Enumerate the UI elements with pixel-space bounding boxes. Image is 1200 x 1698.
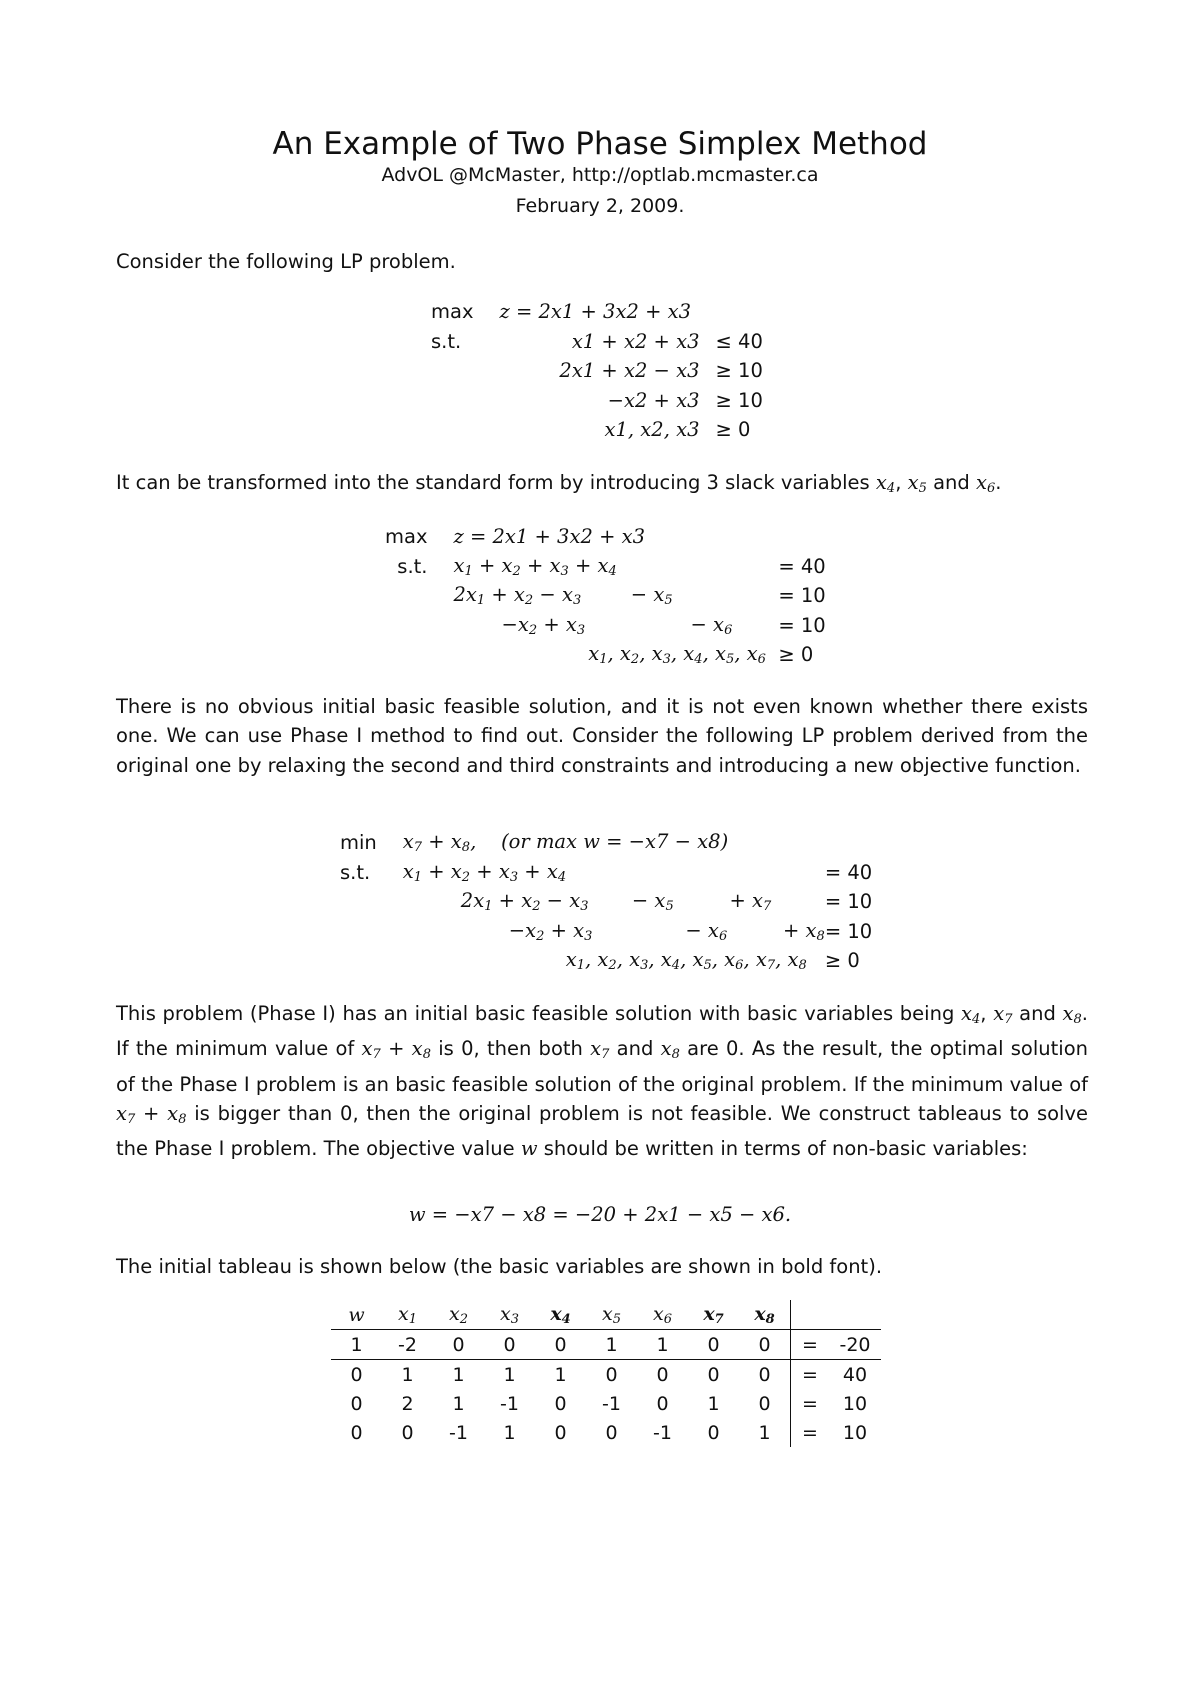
- rhs: = 40: [824, 860, 873, 884]
- tableau-cell: 1: [554, 1363, 567, 1386]
- tableau-cell: 0: [688, 1330, 739, 1360]
- rhs: = 10: [778, 584, 826, 608]
- tableau-header-x6: $x_6$: [637, 1300, 688, 1330]
- rhs: ≥ 0: [778, 643, 814, 667]
- lp-problem-original: [431, 297, 763, 445]
- tableau-cell: 0: [605, 1421, 618, 1444]
- objective-note: (or max w = −x7 − x8): [501, 830, 729, 854]
- lp-problem-standard-form: max z = 2x1 + 3x2 + x3 s.t. $x_1 + x_2 + x_3 + x_4$ = 40 $2x_1 + x_2 - x_3$ − $x_5$ = 10 $-x_2 + x_3$ − $x_6$ = 10 $x_1$, $x_2$, $x_3$, $x_4$, $x_5$, $x_6$ ≥ 0: [385, 522, 826, 670]
- max-label: max: [431, 300, 474, 324]
- tableau-header-x7: $x_7$: [688, 1300, 739, 1330]
- min-label: min: [340, 831, 377, 855]
- constraint-rel: ≥ 10: [715, 388, 763, 412]
- tableau-rhs: 40: [842, 1363, 868, 1386]
- tableau-cell: 1: [503, 1421, 516, 1444]
- tableau-cell: 1: [758, 1421, 771, 1444]
- tableau-cell: 0: [656, 1392, 669, 1415]
- constraint-rel: ≤ 40: [715, 329, 763, 353]
- affiliation: AdvOL @McMaster, http://optlab.mcmaster.ca: [381, 164, 819, 186]
- tableau-cell: -2: [382, 1330, 433, 1360]
- rhs: = 10: [778, 613, 826, 637]
- tableau-cell: 1: [637, 1330, 688, 1360]
- paragraph-intro: Consider the following LP problem.: [116, 250, 456, 273]
- tableau-cell: 0: [707, 1363, 720, 1386]
- date: February 2, 2009.: [515, 195, 685, 217]
- tableau-header-x3: $x_3$: [484, 1300, 535, 1330]
- paragraph-phase1-explanation: This problem (Phase I) has an initial basic feasible solution with basic variables being $x_4$, $x_7$ and $x_8$. If the minimum value of $x_7 + x_8$ is 0, then both $x_7$ and $x_8$ are 0. As the result, the optimal solution of the Phase I problem is an basic feasible solution of the original problem. If the minimum value of $x_7 + x_8$ is bigger than 0, then the original problem is not feasible. We construct tableaus to solve the Phase I problem. The objective value w should be written in terms of non-basic variables:: [116, 1002, 1089, 1161]
- table-row: [331, 1330, 881, 1360]
- tableau-cell: 0: [554, 1421, 567, 1444]
- w-equation: w = −x7 − x8 = −20 + 2x1 − x5 − x6.: [408, 1203, 792, 1226]
- tableau-cell: -1: [653, 1421, 672, 1444]
- st-label: s.t.: [397, 554, 428, 578]
- constraint-lhs: x1 + x2 + x3: [571, 329, 700, 353]
- tableau-cell: 1: [503, 1363, 516, 1386]
- rhs: = 40: [778, 554, 826, 578]
- tableau-cell: 0: [656, 1363, 669, 1386]
- tableau-equals: =: [791, 1360, 830, 1390]
- rhs: = 10: [824, 919, 873, 943]
- tableau-equals: =: [791, 1418, 830, 1447]
- tableau-header-x8: $x_8$: [739, 1300, 791, 1330]
- tableau-header-x2: $x_2$: [433, 1300, 484, 1330]
- constraint-rel: ≥ 0: [715, 418, 751, 442]
- tableau-header-x5: $x_5$: [586, 1300, 637, 1330]
- tableau-cell: 1: [331, 1330, 382, 1360]
- tableau-cell: 0: [535, 1330, 586, 1360]
- tableau-cell: 0: [433, 1330, 484, 1360]
- lp-problem-phase1: min $x_7 + x_8$, (or max w = −x7 − x8) s.t. $x_1 + x_2 + x_3 + x_4$ = 40 $2x_1 + x_2 - x_3$ − $x_5$ + $x_7$ = 10 $-x_2 + x_3$ − $x_6$ + $x_8$ = 10 $x_1$, $x_2$, $x_3$, $x_4$, $x_5$, $x_6$, $x_7$, $x_8$ ≥ 0: [340, 828, 872, 976]
- tableau-cell: 0: [350, 1421, 363, 1444]
- paragraph-standard-form: It can be transformed into the standard form by introducing 3 slack variables $x_4$, $x_5$ and $x_6$.: [116, 471, 1002, 496]
- tableau-cell: 0: [350, 1363, 363, 1386]
- tableau-cell: 2: [401, 1392, 414, 1415]
- tableau-cell: 1: [707, 1392, 720, 1415]
- tableau-cell: -1: [602, 1392, 621, 1415]
- rhs: = 10: [824, 890, 873, 914]
- constraint-lhs: −x2 + x3: [607, 388, 700, 412]
- tableau-cell: 0: [401, 1421, 414, 1444]
- st-label: s.t.: [431, 329, 462, 353]
- constraint-rel: ≥ 10: [715, 359, 763, 383]
- paper-title: An Example of Two Phase Simplex Method: [272, 126, 928, 162]
- tableau-equals: =: [791, 1330, 830, 1360]
- tableau-rhs: -20: [829, 1330, 881, 1360]
- tableau-rhs-header: [829, 1300, 881, 1330]
- objective-function: z = 2x1 + 3x2 + x3: [453, 525, 646, 549]
- initial-tableau: [331, 1300, 881, 1447]
- paragraph-tableau-intro: The initial tableau is shown below (the basic variables are shown in bold font).: [116, 1255, 883, 1278]
- tableau-cell: 1: [586, 1330, 637, 1360]
- tableau-cell: 1: [452, 1363, 465, 1386]
- tableau-rhs: 10: [842, 1392, 868, 1415]
- tableau-cell: 0: [739, 1330, 791, 1360]
- max-label: max: [385, 525, 428, 549]
- tableau-cell: 0: [350, 1392, 363, 1415]
- tableau-cell: -1: [449, 1421, 468, 1444]
- tableau-cell: 0: [484, 1330, 535, 1360]
- table-row: [331, 1418, 881, 1447]
- rhs: ≥ 0: [824, 949, 860, 973]
- tableau-cell: 0: [758, 1363, 771, 1386]
- tableau-cell: 0: [758, 1392, 771, 1415]
- tableau-header-w: w: [331, 1300, 382, 1330]
- table-row: [331, 1389, 881, 1418]
- tableau-header-row: [331, 1300, 881, 1330]
- tableau-header-x1: $x_1$: [382, 1300, 433, 1330]
- tableau-header-x4: $x_4$: [535, 1300, 586, 1330]
- tableau-divider: [791, 1300, 830, 1330]
- constraint-lhs: 2x1 + x2 − x3: [559, 359, 700, 383]
- st-label: s.t.: [340, 860, 371, 884]
- table-row: [331, 1360, 881, 1390]
- tableau-cell: 0: [707, 1421, 720, 1444]
- tableau-cell: -1: [500, 1392, 519, 1415]
- constraint-lhs: x1, x2, x3: [604, 418, 700, 442]
- tableau-rhs: 10: [842, 1421, 868, 1444]
- tableau-equals: =: [791, 1389, 830, 1418]
- tableau-cell: 1: [452, 1392, 465, 1415]
- tableau-cell: 1: [401, 1363, 414, 1386]
- paragraph-phase1-intro: There is no obvious initial basic feasible solution, and it is not even known whether there exists one. We can use Phase I method to find out. Consider the following LP problem derived from the original one by relaxing the second and third constraints and introducing a new objective function.: [116, 695, 1088, 777]
- tableau-cell: 0: [554, 1392, 567, 1415]
- objective-function: z = 2x1 + 3x2 + x3: [499, 300, 692, 324]
- tableau-cell: 0: [605, 1363, 618, 1386]
